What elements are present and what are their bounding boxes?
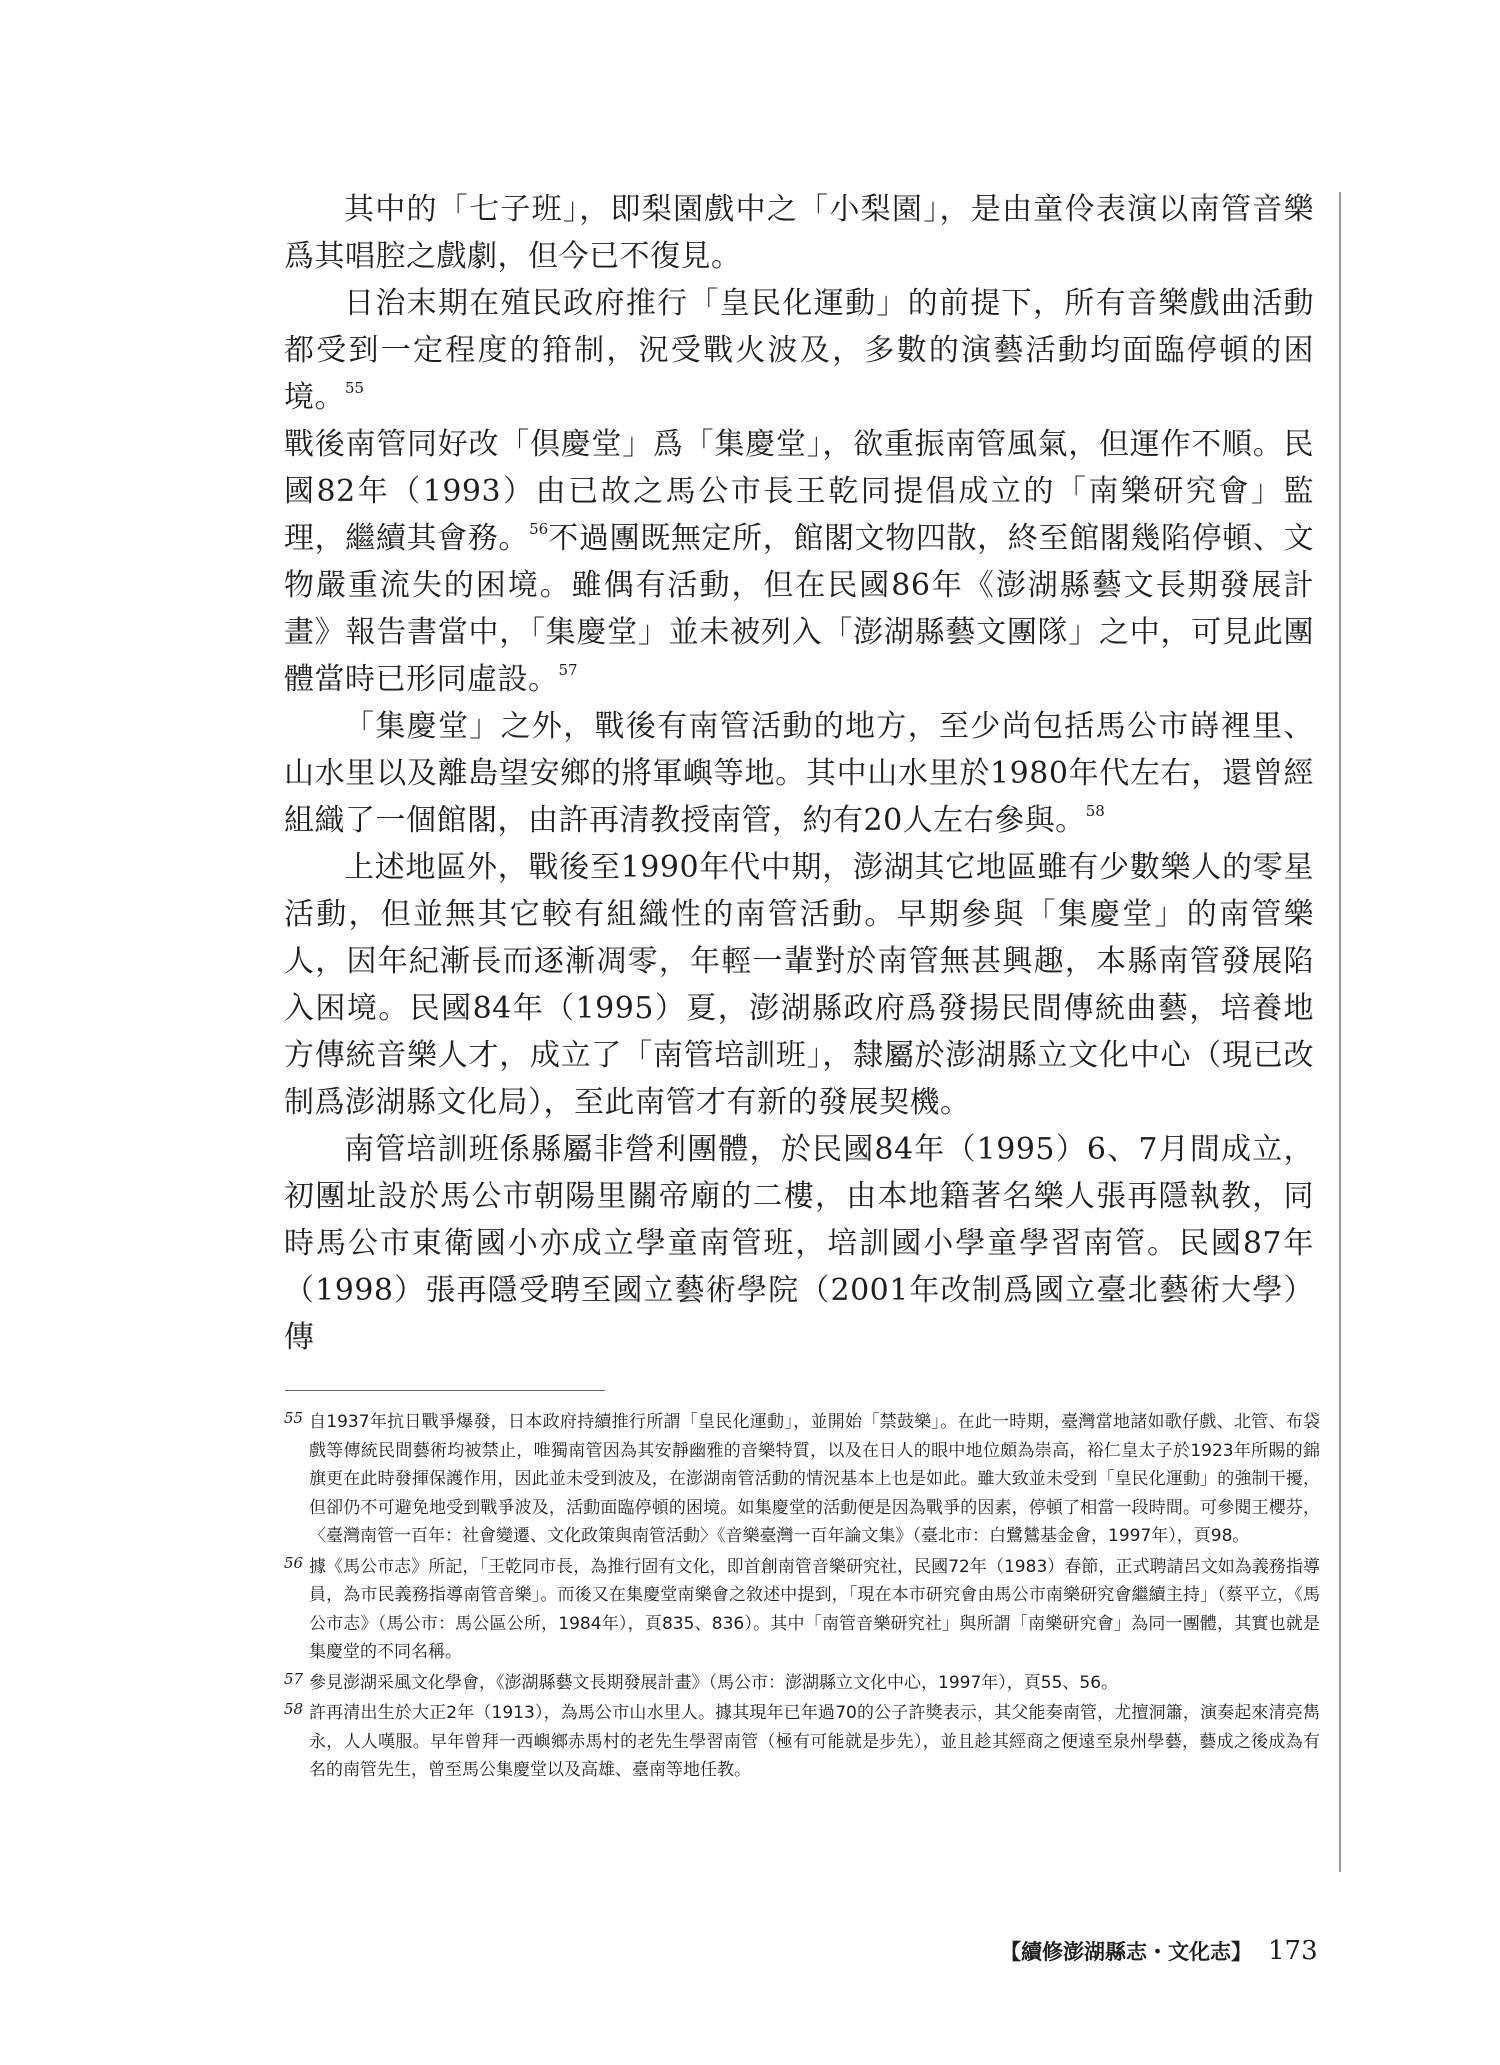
paragraph-2: 日治末期在殖民政府推行「皇民化運動」的前提下，所有音樂戲曲活動都受到一定程度的箝制，況受戰火波及，多數的演藝活動均面臨停頓的困境。$^{55}$ [284, 286, 1314, 415]
paragraph-1: 其中的「七子班」，即梨園戲中之「小梨園」，是由童伶表演以南管音樂爲其唱腔之戲劇，但今已不復見。 [284, 192, 1314, 274]
paragraph-5: 上述地區外，戰後至1990年代中期，澎湖其它地區雖有少數樂人的零星活動，但並無其它較有組織性的南管活動。早期參與「集慶堂」的南管樂人，因年紀漸長而逐漸凋零，年輕一輩對於南管無甚興趣，本縣南管發展陷入困境。民國84年（1995）夏，澎湖縣政府爲發揚民間傳統曲藝，培養地方傳統音樂人才，成立了「南管培訓班」，隸屬於澎湖縣立文化中心（現已改制爲澎湖縣文化局），至此南管才有新的發展契機。 [284, 850, 1314, 1120]
footnote-56 [284, 1553, 1320, 1667]
running-title: 【續修澎湖縣志・文化志】 [1000, 1939, 1252, 1964]
page-number: 173 [1268, 1936, 1318, 1966]
footnote-number: 58 [284, 1700, 304, 1718]
margin-vertical-rule [1339, 192, 1341, 1872]
footnote-55 [284, 1408, 1320, 1551]
footnote-text: 參見澎湖采風文化學會，《澎湖縣藝文長期發展計畫》（馬公市：澎湖縣立文化中心，1997年），頁55、56。 [309, 1672, 1119, 1693]
footnote-number: 56 [284, 1553, 304, 1572]
footnote-ref-55[interactable]: 55 [345, 379, 365, 397]
paragraph-3: 戰後南管同好改「倶慶堂」爲「集慶堂」，欲重振南管風氣，但運作不順。民國82年（1993）由已故之馬公市長王乾同提倡成立的「南樂研究會」監理，繼續其會務。$^{56}$不過團既無定所，館閣文物四散，終至館閣幾陷停頓、文物嚴重流失的困境。雖偶有活動，但在民國86年《澎湖縣藝文長期發展計畫》報告書當中，「集慶堂」並未被列入「澎湖縣藝文團隊」之中，可見此團體當時已形同虛設。$^{57}$ [284, 427, 1315, 697]
footnote-ref-57[interactable]: 57 [558, 661, 578, 679]
footnote-58 [284, 1699, 1320, 1785]
footnote-number: 57 [284, 1669, 304, 1688]
footnote-57 [284, 1669, 1320, 1698]
footnotes-section [284, 1408, 1320, 1787]
paragraph-6: 南管培訓班係縣屬非營利團體，於民國84年（1995）6、7月間成立，初團址設於馬公市朝陽里關帝廟的二樓，由本地籍著名樂人張再隱執教，同時馬公市東衛國小亦成立學童南管班，培訓國小學童學習南管。民國87年（1998）張再隱受聘至國立藝術學院（2001年改制爲國立臺北藝術大學）傳 [284, 1132, 1314, 1355]
footnote-divider [285, 1390, 605, 1391]
paragraph-4: 「集慶堂」之外，戰後有南管活動的地方，至少尚包括馬公市嵵裡里、山水里以及離島望安鄉的將軍嶼等地。其中山水里於1980年代左右，還曾經組織了一個館閣，由許再清教授南管，約有20人左右參與。$^{58}$ [284, 709, 1314, 838]
footnote-ref-56[interactable]: 56 [529, 520, 549, 538]
footnote-number: 55 [284, 1409, 304, 1427]
page-footer [1000, 1936, 1316, 1966]
footnote-text: 許再清出生於大正2年（1913），為馬公市山水里人。據其現年已年過70的公子許獎表示，其父能奏南管，尤擅洞簫，演奏起來清亮雋永，人人嘆服。早年曾拜一西嶼鄉赤馬村的老先生學習南管（極有可能就是步先），並且趁其經商之便遠至泉州學藝，藝成之後成為有名的南管先生，曾至馬公集慶堂以及高雄、臺南等地任教。 [309, 1703, 1320, 1780]
main-body-text [284, 186, 1314, 1361]
footnote-text: 自1937年抗日戰爭爆發，日本政府持續推行所謂「皇民化運動」，並開始「禁鼓樂」。在此一時期，臺灣當地諸如歌仔戲、北管、布袋戲等傳統民間藝術均被禁止，唯獨南管因為其安靜幽雅的音樂特質，以及在日人的眼中地位頗為崇高，裕仁皇太子於1923年所賜的錦旗更在此時發揮保護作用，因此並未受到波及，在澎湖南管活動的情況基本上也是如此。雖大致並未受到「皇民化運動」的強制干擾，但卻仍不可避免地受到戰爭波及，活動面臨停頓的困境。如集慶堂的活動便是因為戰爭的因素，停頓了相當一段時間。可參閱王櫻芬，〈臺灣南管一百年：社會變遷、文化政策與南管活動〉《音樂臺灣一百年論文集》（臺北市：白鷺鷥基金會，1997年），頁98。 [309, 1412, 1320, 1546]
footnote-text: 據《馬公市志》所記，「王乾同市長，為推行固有文化，即首創南管音樂研究社，民國72年（1983）春節，正式聘請呂文如為義務指導員，為市民義務指導南管音樂」。而後又在集慶堂南樂會之敘述中提到，「現在本市研究會由馬公市南樂研究會繼續主持」（蔡平立，《馬公市志》（馬公市：馬公區公所，1984年），頁835、836）。其中「南管音樂研究社」與所謂「南樂研究會」為同一團體，其實也就是集慶堂的不同名稱。 [309, 1556, 1320, 1662]
footnote-ref-58[interactable]: 58 [1085, 802, 1105, 820]
